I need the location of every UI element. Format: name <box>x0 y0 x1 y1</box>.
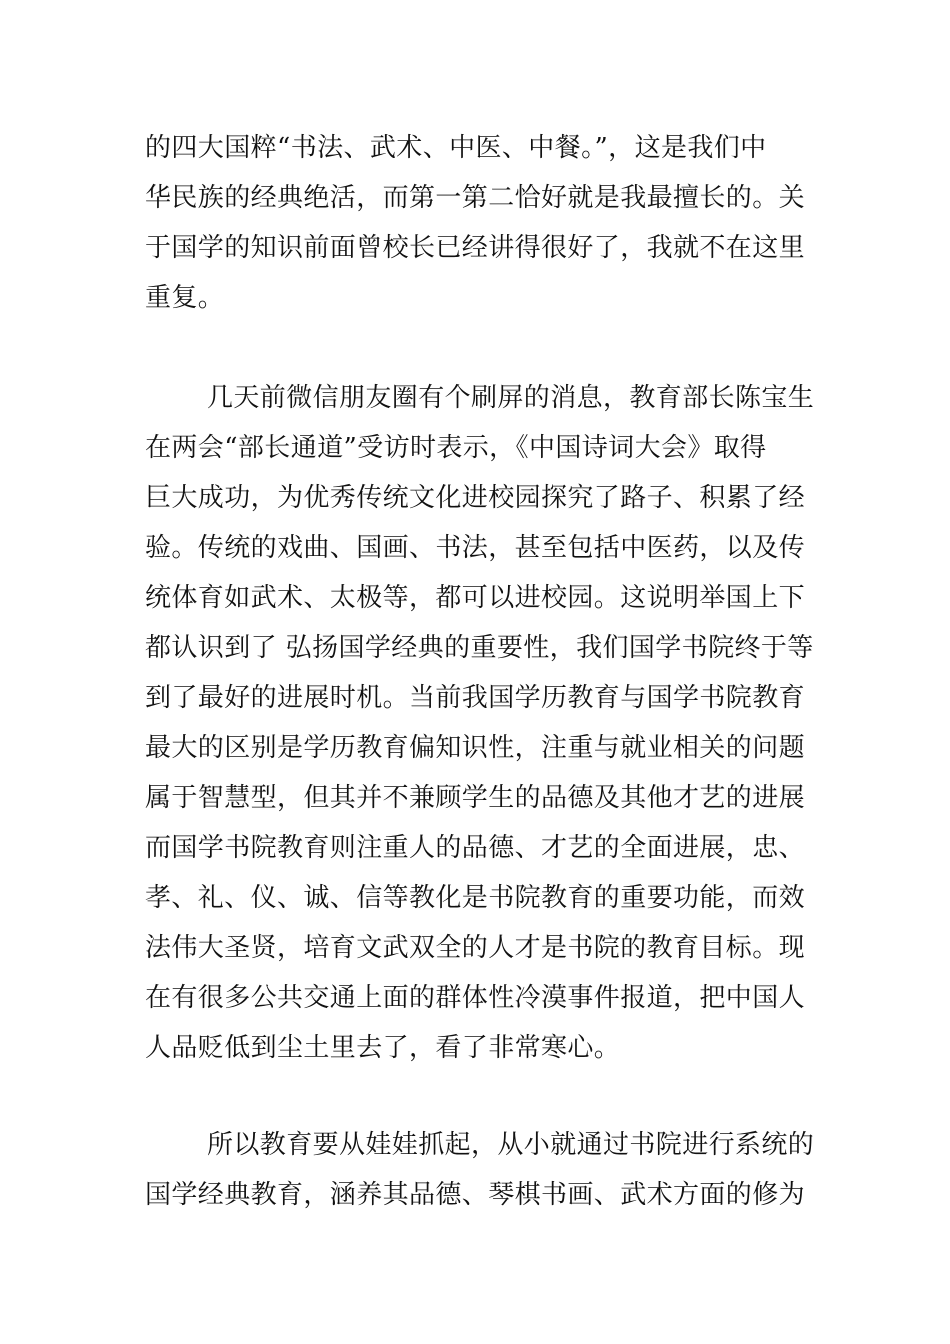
text-line: 最大的区别是学历教育偏知识性，注重与就业相关的问题 <box>145 733 806 763</box>
text-line: 巨大成功，为优秀传统文化进校园探究了路子、积累了经 <box>145 483 806 513</box>
paragraph-1 <box>145 123 810 323</box>
text-line: 验。传统的戏曲、国画、书法，甚至包括中医药，以及传 <box>145 533 806 563</box>
text-line: 法伟大圣贤，培育文武双全的人才是书院的教育目标。现 <box>145 933 806 963</box>
text-line: 在有很多公共交通上面的群体性冷漠事件报道，把中国人 <box>145 983 806 1013</box>
text-line: 重复。 <box>145 283 225 313</box>
text-line: 孝、礼、仪、诚、信等教化是书院教育的重要功能，而效 <box>145 883 806 913</box>
text-line: 华民族的经典绝活，而第一第二恰好就是我最擅长的。关 <box>145 183 806 213</box>
text-line: 都认识到了 弘扬国学经典的重要性，我们国学书院终于等 <box>145 633 814 663</box>
text-line: 统体育如武术、太极等，都可以进校园。这说明举国上下 <box>145 583 806 613</box>
text-line: 所以教育要从娃娃抓起，从小就通过书院进行系统的 <box>207 1130 815 1160</box>
text-line: 国学经典教育，涵养其品德、琴棋书画、武术方面的修为 <box>145 1180 806 1210</box>
text-line: 几天前微信朋友圈有个刷屏的消息，教育部长陈宝生 <box>207 383 815 413</box>
text-line: 属于智慧型，但其并不兼顾学生的品德及其他才艺的进展 <box>145 783 806 813</box>
text-line: 而国学书院教育则注重人的品德、才艺的全面进展，忠、 <box>145 833 806 863</box>
text-line: 的四大国粹“书法、武术、中医、中餐。”，这是我们中 <box>145 133 767 163</box>
text-line: 到了最好的进展时机。当前我国学历教育与国学书院教育 <box>145 683 806 713</box>
text-line: 在两会“部长通道”受访时表示，《中国诗词大会》取得 <box>145 433 767 463</box>
paragraph-2 <box>145 373 815 1073</box>
text-line: 人品贬低到尘土里去了，看了非常寒心。 <box>145 1033 621 1063</box>
text-line: 于国学的知识前面曾校长已经讲得很好了，我就不在这里 <box>145 233 806 263</box>
paragraph-3 <box>145 1120 815 1220</box>
